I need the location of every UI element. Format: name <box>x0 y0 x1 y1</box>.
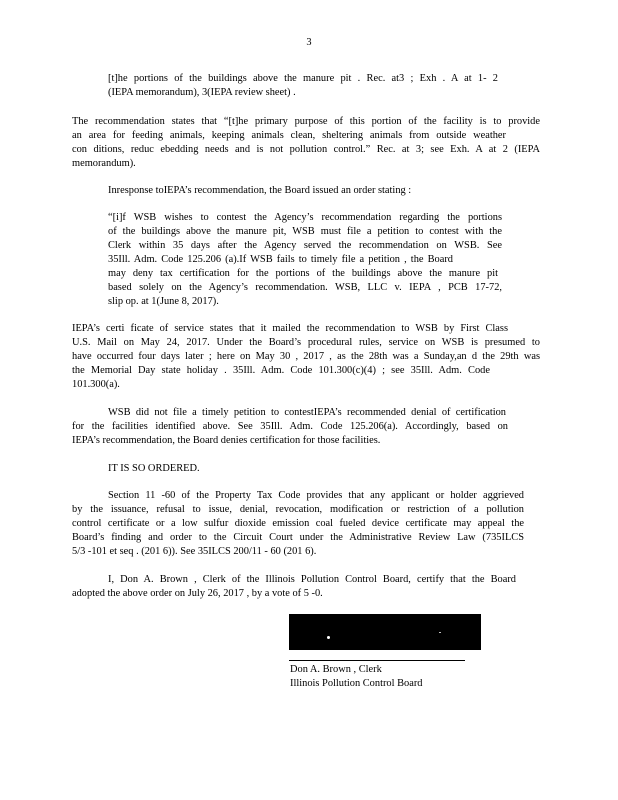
paragraph-service <box>72 322 540 392</box>
quote-line: of the buildings above the manure pit, WSB must file a petition to contest with the <box>108 226 502 237</box>
signer-title: Illinois Pollution Control Board <box>290 678 423 689</box>
paragraph-line: con ditions, reduc ebedding needs and is not pollution control.” Rec. at 3; see Exh. A at 2 (IEPA <box>72 144 540 155</box>
paragraph-line: have occurred four days later ; here on May 30 , 2017 , as the 28th was a Sunday,an d the 29th was <box>72 351 540 362</box>
signature-line <box>289 660 465 661</box>
signature-block <box>290 663 423 691</box>
paragraph-line: the Memorial Day state holiday . 35Ill. Adm. Code 101.300(c)(4) ; see 35Ill. Adm. Code <box>72 365 490 376</box>
quote-line: “[i]f WSB wishes to contest the Agency’s recommendation regarding the portions <box>108 212 502 223</box>
signature-mark <box>327 636 330 639</box>
paragraph-line: Section 11 -60 of the Property Tax Code provides that any applicant or holder aggrieved <box>108 490 524 501</box>
paragraph-recommendation <box>72 115 540 171</box>
paragraph-line: 101.300(a). <box>72 379 120 390</box>
paragraph-line: for the facilities identified above. See 35Ill. Adm. Code 125.206(a). Accordingly, based on <box>72 421 508 432</box>
paragraph-line: 5/3 -101 et seq . (201 6)). See 35ILCS 200/11 - 60 (201 6). <box>72 546 317 557</box>
paragraph-line: an area for feeding animals, keeping animals clean, sheltering animals from outside weather <box>72 130 506 141</box>
paragraph-line: WSB did not file a timely petition to contestIEPA’s recommended denial of certification <box>108 407 506 418</box>
quote-1-line: [t]he portions of the buildings above the manure pit . Rec. at3 ; Exh . A at 1- 2 <box>108 73 498 84</box>
page-number: 3 <box>306 37 312 48</box>
quote-line: may deny tax certification for the portions of the buildings above the manure pit <box>108 268 498 279</box>
paragraph-line: IEPA’s certi ficate of service states that it mailed the recommendation to WSB by First Class <box>72 323 508 334</box>
quote-order <box>108 211 502 309</box>
paragraph-denial <box>72 406 508 448</box>
paragraph-certification <box>72 573 516 601</box>
quote-1 <box>108 72 498 100</box>
quote-1-line: (IEPA memorandum), 3(IEPA review sheet) . <box>108 87 296 98</box>
paragraph-response <box>108 184 468 198</box>
paragraph-line: memorandum). <box>72 158 136 169</box>
quote-line: slip op. at 1(June 8, 2017). <box>108 296 219 307</box>
quote-line: 35Ill. Adm. Code 125.206 (a).If WSB fails to timely file a petition , the Board <box>108 254 453 265</box>
redacted-signature <box>289 614 481 650</box>
paragraph-line: IEPA’s recommendation, the Board denies certification for those facilities. <box>72 435 381 446</box>
paragraph-line: control certificate or a low sulfur dioxide emission coal fueled device certificate may appeal the <box>72 518 524 529</box>
paragraph-line: by the issuance, refusal to issue, denial, revocation, modification or restriction of a pollution <box>72 504 524 515</box>
ordered-statement: IT IS SO ORDERED. <box>108 463 200 474</box>
paragraph-line: U.S. Mail on May 24, 2017. Under the Board’s procedural rules, service on WSB is presumed to <box>72 337 540 348</box>
paragraph-appeal <box>72 489 524 559</box>
quote-line: based solely on the Agency’s recommendation. WSB, LLC v. IEPA , PCB 17-72, <box>108 282 502 293</box>
signer-name: Don A. Brown , Clerk <box>290 664 382 675</box>
paragraph-line: adopted the above order on July 26, 2017 , by a vote of 5 -0. <box>72 588 323 599</box>
signature-mark <box>439 632 441 633</box>
paragraph-line: The recommendation states that “[t]he primary purpose of this portion of the facility is to provide <box>72 116 540 127</box>
paragraph-line: I, Don A. Brown , Clerk of the Illinois Pollution Control Board, certify that the Board <box>108 574 516 585</box>
paragraph-line: Board’s finding and order to the Circuit Court under the Administrative Review Law (735ILCS <box>72 532 524 543</box>
paragraph-line: Inresponse toIEPA’s recommendation, the Board issued an order stating : <box>108 185 412 196</box>
quote-line: Clerk within 35 days after the Agency served the recommendation on WSB. See <box>108 240 502 251</box>
